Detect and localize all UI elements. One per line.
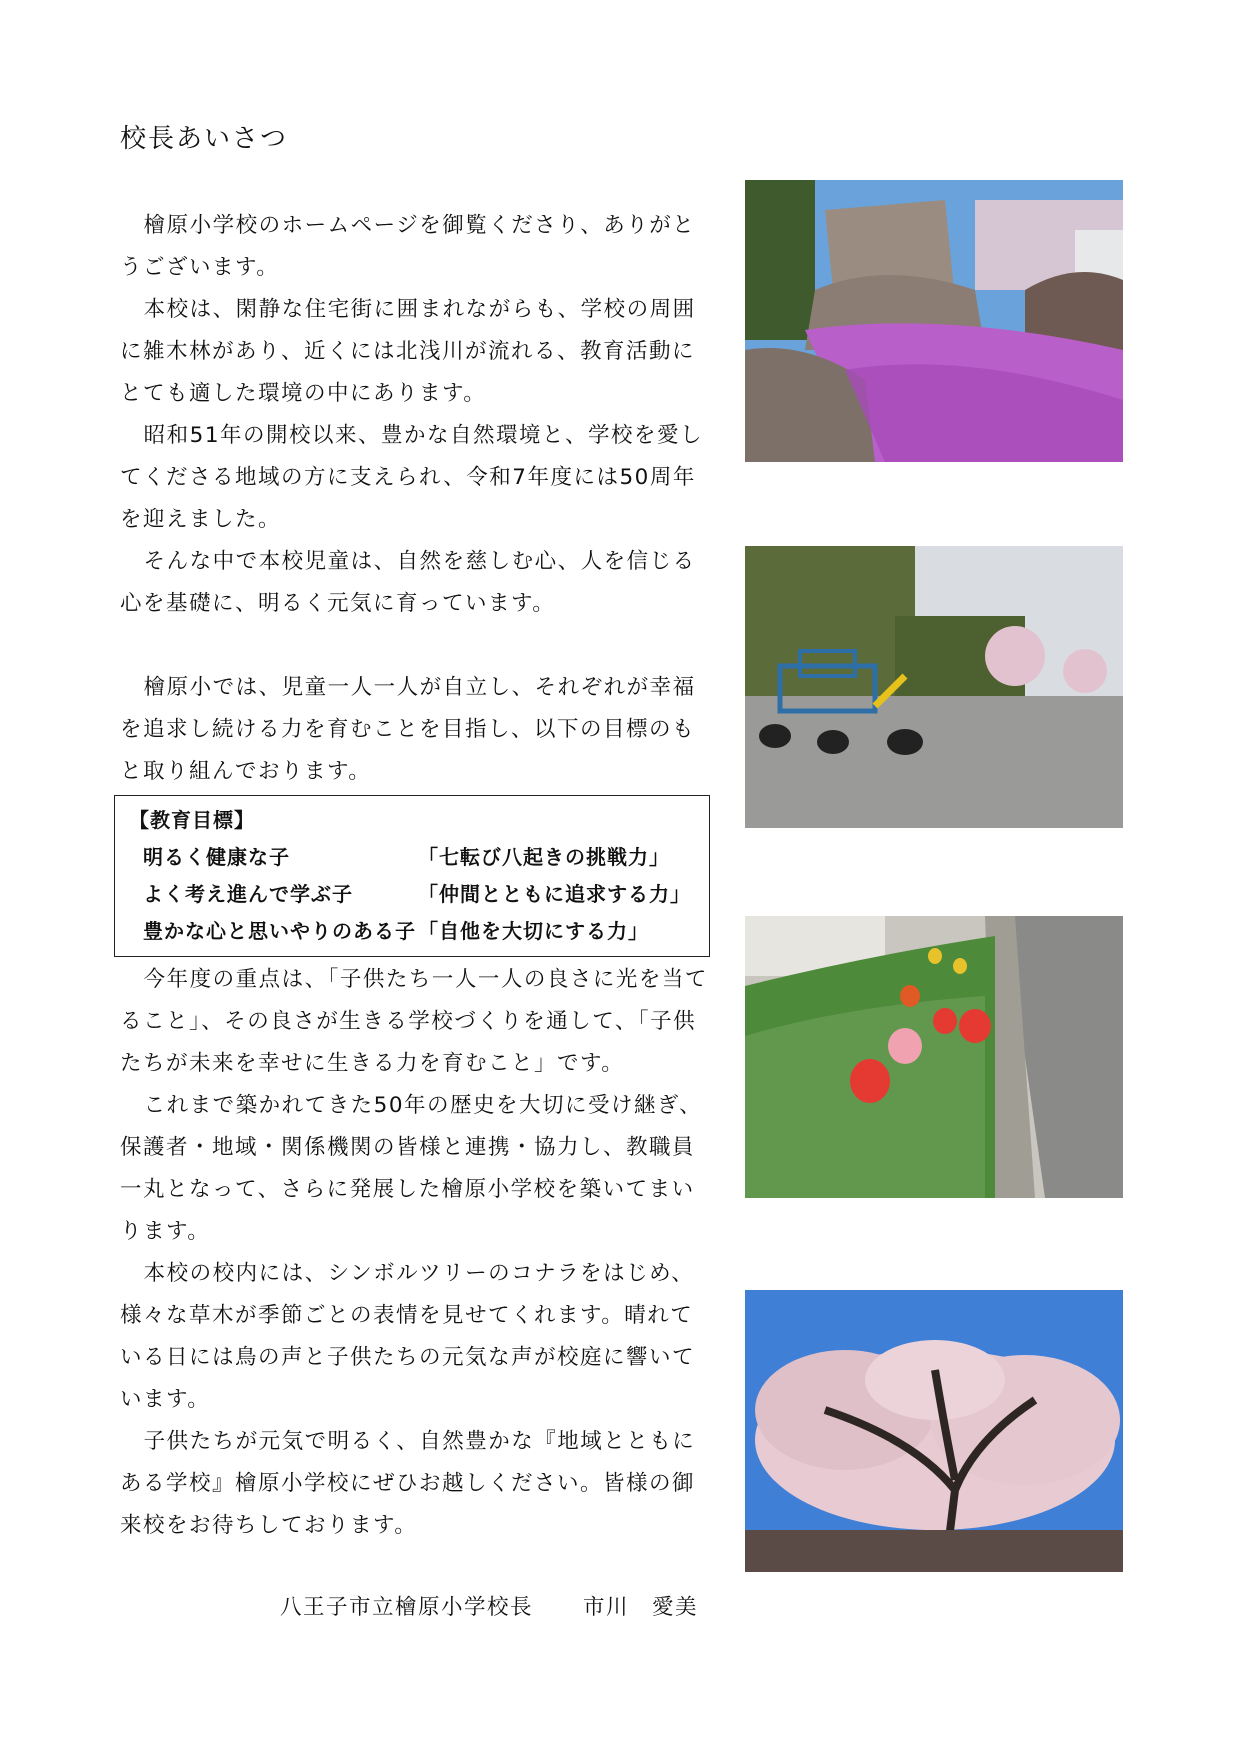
signature-school: 八王子市立檜原小学校長 bbox=[280, 1595, 534, 1620]
paragraph-environment: 本校は、閑静な住宅街に囲まれながらも、学校の周囲に雑木林があり、近くには北浅川が流れる、教育活動にとても適した環境の中にあります。 bbox=[120, 297, 696, 406]
paragraph-invitation: 子供たちが元気で明るく、自然豊かな『地域とともにある学校』檜原小学校にぜひお越しください。皆様の御来校をお待ちしております。 bbox=[120, 1429, 696, 1538]
goal-ability: 「仲間とともに追求する力」 bbox=[418, 882, 691, 906]
goal-ability: 「七転び八起きの挑戦力」 bbox=[418, 845, 670, 869]
tulip-photo bbox=[745, 916, 1123, 1198]
goal-row bbox=[129, 876, 709, 913]
page-title: 校長あいさつ bbox=[120, 124, 289, 154]
playground-photo-icon bbox=[745, 546, 1123, 828]
monument-photo bbox=[745, 180, 1123, 462]
paragraph-nature: 本校の校内には、シンボルツリーのコナラをはじめ、様々な草木が季節ごとの表情を見せてくれます。晴れている日には鳥の声と子供たちの元気な声が校庭に響いています。 bbox=[120, 1261, 696, 1412]
tulip-photo-icon bbox=[745, 916, 1123, 1198]
paragraph-history: 昭和51年の開校以来、豊かな自然環境と、学校を愛してくださる地域の方に支えられ、令和7年度には50周年を迎えました。 bbox=[120, 423, 704, 532]
playground-photo bbox=[745, 546, 1123, 828]
cherry-blossom-photo-icon bbox=[745, 1290, 1123, 1572]
goal-row bbox=[129, 913, 709, 950]
paragraph-heritage: これまで築かれてきた50年の歴史を大切に受け継ぎ、保護者・地域・関係機関の皆様と連携・協力し、教職員一丸となって、さらに発展した檜原小学校を築いてまいります。 bbox=[120, 1093, 703, 1244]
paragraph-students: そんな中で本校児童は、自然を慈しむ心、人を信じる心を基礎に、明るく元気に育っています。 bbox=[120, 549, 696, 616]
goals-heading: 【教育目標】 bbox=[129, 808, 255, 832]
goal-ability: 「自他を大切にする力」 bbox=[418, 919, 649, 943]
monument-photo-icon bbox=[745, 180, 1123, 462]
paragraph-goals-intro: 檜原小では、児童一人一人が自立し、それぞれが幸福を追求し続ける力を育むことを目指し、以下の目標のもと取り組んでおります。 bbox=[120, 675, 696, 784]
paragraph-greeting: 檜原小学校のホームページを御覧くださり、ありがとうございます。 bbox=[120, 213, 696, 280]
goal-child-trait: よく考え進んで学ぶ子 bbox=[143, 882, 353, 906]
goal-child-trait: 明るく健康な子 bbox=[143, 845, 290, 869]
cherry-blossom-photo bbox=[745, 1290, 1123, 1572]
goal-child-trait: 豊かな心と思いやりのある子 bbox=[143, 919, 416, 943]
goal-row bbox=[129, 839, 709, 876]
paragraph-focus: 今年度の重点は、「子供たち一人一人の良さに光を当てること」、その良さが生きる学校づくりを通して、「子供たちが未来を幸せに生きる力を育むこと」です。 bbox=[120, 967, 708, 1076]
paragraph-gap bbox=[120, 625, 716, 667]
signature-name: 市川 愛美 bbox=[583, 1595, 699, 1620]
signature bbox=[280, 1590, 698, 1621]
main-text bbox=[120, 205, 716, 1547]
education-goals-box bbox=[114, 795, 710, 957]
